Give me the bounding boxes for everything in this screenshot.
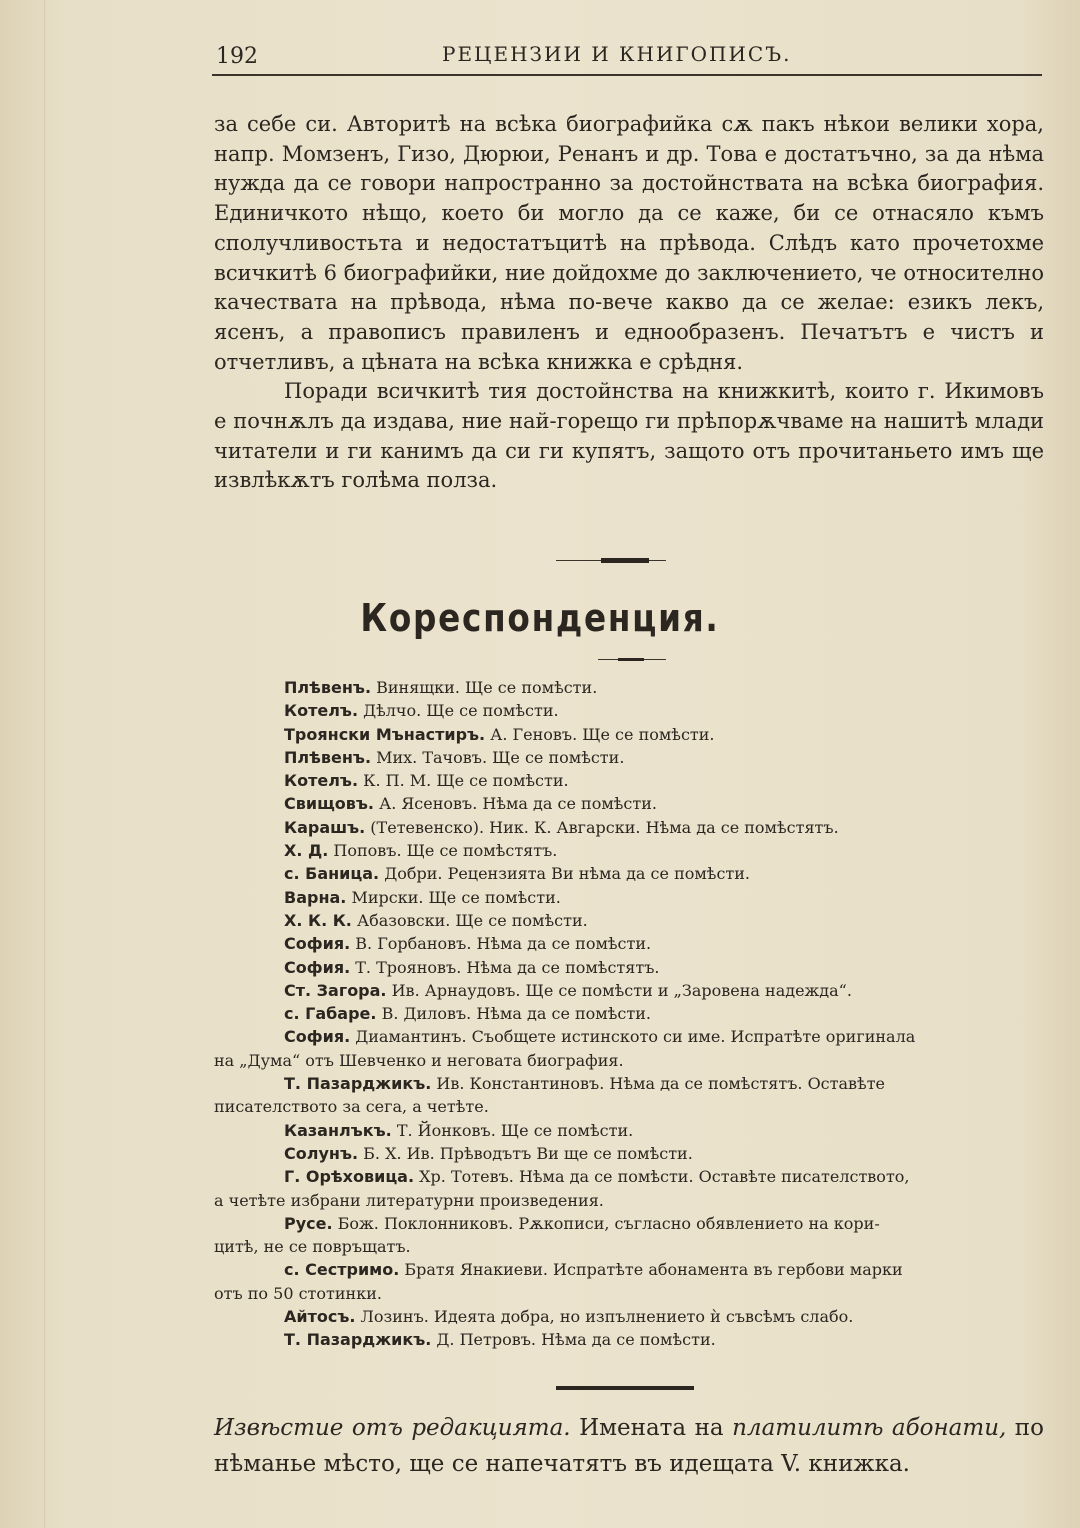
- editorial-notice: [214, 1410, 1044, 1482]
- correspondence-entry: [214, 1072, 1044, 1119]
- entry-place: Солунъ.: [284, 1143, 359, 1163]
- entry-place: Русе.: [284, 1213, 333, 1233]
- correspondence-entry: [214, 1328, 1044, 1351]
- entry-text: Лозинъ. Идеята добра, но изпълнението ѝ съвсѣмъ слабо.: [355, 1307, 854, 1327]
- entry-place: Котелъ.: [284, 701, 359, 721]
- entry-text: Винящки. Ще се помѣсти.: [371, 678, 598, 697]
- entry-place: Плѣвенъ.: [284, 747, 372, 767]
- notice-heading: Извѣстие отъ редакцията.: [214, 1415, 571, 1441]
- entry-place: София.: [284, 934, 351, 954]
- entry-text: В. Горбановъ. Нѣма да се помѣсти.: [350, 934, 652, 954]
- correspondence-entry: [214, 816, 1044, 839]
- entry-place: Карашъ.: [284, 817, 366, 837]
- correspondence-entry: [214, 1212, 1044, 1259]
- review-text: [214, 110, 1044, 496]
- correspondence-entry: [214, 956, 1044, 979]
- correspondence-list: [214, 676, 1044, 1352]
- entry-text: Бож. Поклонниковъ. Рѫкописи, съгласно обявлението на кори-: [332, 1213, 880, 1233]
- entry-place: Т. Пазарджикъ.: [284, 1330, 432, 1350]
- entry-place: Казанлъкъ.: [284, 1120, 392, 1140]
- entry-text: Дѣлчо. Ще се помѣсти.: [358, 701, 559, 721]
- correspondence-entry: [214, 769, 1044, 792]
- page-header: [212, 40, 1042, 76]
- review-paragraph: Поради всичкитѣ тия достойнства на книжкитѣ, които г. Икимовъ е почнѫлъ да издава, ние най-горещо ги прѣпорѫчваме на нашитѣ млади читатели и ги канимъ да си ги купятъ, защото отъ прочитаньето имъ ще извлѣкѫтъ голѣма полза.: [214, 379, 1044, 493]
- entry-place: Троянски Мънастиръ.: [284, 724, 486, 744]
- entry-place: Варна.: [284, 887, 347, 907]
- entry-text: Ив. Константиновъ. Нѣма да се помѣстятъ. Оставѣте: [431, 1074, 886, 1094]
- notice-text: по нѣманье мѣсто, ще се напечатятъ въ идещата V. книжка.: [214, 1415, 1044, 1477]
- notice-divider: [556, 1386, 694, 1390]
- entry-text: Ив. Арнаудовъ. Ще се помѣсти и „Заровена надежда“.: [386, 980, 852, 1000]
- entry-text: Добри. Рецензията Ви нѣма да се помѣсти.: [379, 864, 751, 884]
- entry-continuation: отъ по 50 стотинки.: [214, 1283, 382, 1303]
- correspondence-entry: [214, 886, 1044, 909]
- correspondence-entry: [214, 1002, 1044, 1025]
- entry-text: Д. Петровъ. Нѣма да се помѣсти.: [431, 1330, 716, 1350]
- review-paragraph: за себе си. Авторитѣ на всѣка биографийка сѫ пакъ нѣкои велики хора, напр. Момзенъ, Гизо, Дюрюи, Ренанъ и др. Това е достатъчно, за да нѣма нужда да се говори напространно за достойнствата на всѣка биография. Единичкото нѣщо, което би могло да се каже, би се отнасяло къмъ сполучливостьта и недостатъцитѣ на прѣвода. Слѣдъ като прочетохме всичкитѣ 6 биографийки, ние дойдохме до заключението, че относително качествата на прѣвода, нѣма по-вече какво да се желае: езикъ лекъ, ясенъ, а правописъ правиленъ и еднообразенъ. Печатътъ е чистъ и отчетливъ, а цѣната на всѣка книжка е срѣдня.: [214, 112, 1044, 374]
- entry-place: София.: [284, 957, 351, 977]
- correspondence-entry: [214, 1025, 1044, 1072]
- correspondence-title: Кореспонденция.: [360, 596, 720, 640]
- correspondence-entry: [214, 1305, 1044, 1328]
- entry-place: с. Сестримо.: [284, 1260, 400, 1280]
- correspondence-entry: [214, 746, 1044, 769]
- entry-text: Т. Йонковъ. Ще се помѣсти.: [391, 1120, 634, 1140]
- correspondence-entry: [214, 932, 1044, 955]
- entry-place: Х. К. К.: [284, 910, 352, 930]
- entry-place: Айтосъ.: [284, 1307, 356, 1327]
- correspondence-entry: [214, 676, 1044, 699]
- correspondence-entry: [214, 1165, 1044, 1212]
- page-fold: [44, 0, 45, 1528]
- correspondence-entry: [214, 723, 1044, 746]
- entry-continuation: на „Дума“ отъ Шевченко и неговата биография.: [214, 1050, 624, 1070]
- entry-place: Свищовъ.: [284, 794, 374, 814]
- correspondence-entry: [214, 979, 1044, 1002]
- correspondence-entry: [214, 909, 1044, 932]
- page-number: 192: [216, 44, 258, 69]
- entry-continuation: а четѣте избрани литературни произведения.: [214, 1190, 604, 1210]
- correspondence-entry: [214, 699, 1044, 722]
- notice-text: Имената на: [570, 1415, 733, 1441]
- entry-place: с. Габаре.: [284, 1004, 377, 1024]
- entry-text: Мих. Тачовъ. Ще се помѣсти.: [371, 747, 625, 767]
- section-divider-bar: [601, 558, 649, 563]
- entry-place: Котелъ.: [284, 771, 359, 791]
- entry-place: Ст. Загора.: [284, 980, 387, 1000]
- entry-place: Г. Орѣховица.: [284, 1167, 415, 1187]
- entry-text: Хр. Тотевъ. Нѣма да се помѣсти. Оставѣте писателството,: [414, 1167, 910, 1187]
- correspondence-entry: [214, 1119, 1044, 1142]
- entry-place: София.: [284, 1027, 351, 1047]
- correspondence-entry: [214, 792, 1044, 815]
- entry-text: Т. Трояновъ. Нѣма да се помѣстятъ.: [350, 957, 660, 977]
- entry-continuation: цитѣ, не се повръщатъ.: [214, 1237, 411, 1257]
- entry-place: с. Баница.: [284, 864, 380, 884]
- entry-text: К. П. М. Ще се помѣсти.: [358, 771, 569, 791]
- entry-text: Диамантинъ. Съобщете истинското си име. Испратѣте оригинала: [350, 1027, 916, 1047]
- entry-place: Плѣвенъ.: [284, 678, 372, 697]
- title-underline-bar: [618, 658, 644, 661]
- entry-continuation: писателството за сега, а четѣте.: [214, 1097, 489, 1117]
- entry-text: Б. Х. Ив. Прѣводътъ Ви ще се помѣсти.: [358, 1143, 693, 1163]
- correspondence-entry: [214, 862, 1044, 885]
- entry-text: А. Ясеновъ. Нѣма да се помѣсти.: [373, 794, 657, 814]
- entry-text: Абазовски. Ще се помѣсти.: [351, 910, 588, 930]
- entry-text: А. Геновъ. Ще се помѣсти.: [485, 724, 715, 744]
- entry-text: Мирски. Ще се помѣсти.: [346, 887, 561, 907]
- entry-text: Братя Янакиеви. Испратѣте абонамента въ гербови марки: [399, 1260, 903, 1280]
- entry-text: Поповъ. Ще се помѣстятъ.: [328, 841, 558, 861]
- correspondence-entry: [214, 839, 1044, 862]
- entry-text: В. Диловъ. Нѣма да се помѣсти.: [376, 1004, 651, 1024]
- correspondence-entry: [214, 1258, 1044, 1305]
- notice-paid-subscribers: платилитѣ абонати,: [732, 1415, 1007, 1441]
- correspondence-entry: [214, 1142, 1044, 1165]
- entry-text: (Тетевенско). Ник. К. Авгарски. Нѣма да се помѣстятъ.: [365, 817, 839, 837]
- entry-place: Х. Д.: [284, 841, 329, 861]
- entry-place: Т. Пазарджикъ.: [284, 1074, 432, 1094]
- running-title: РЕЦЕНЗИИ И КНИГОПИСЪ.: [442, 42, 792, 66]
